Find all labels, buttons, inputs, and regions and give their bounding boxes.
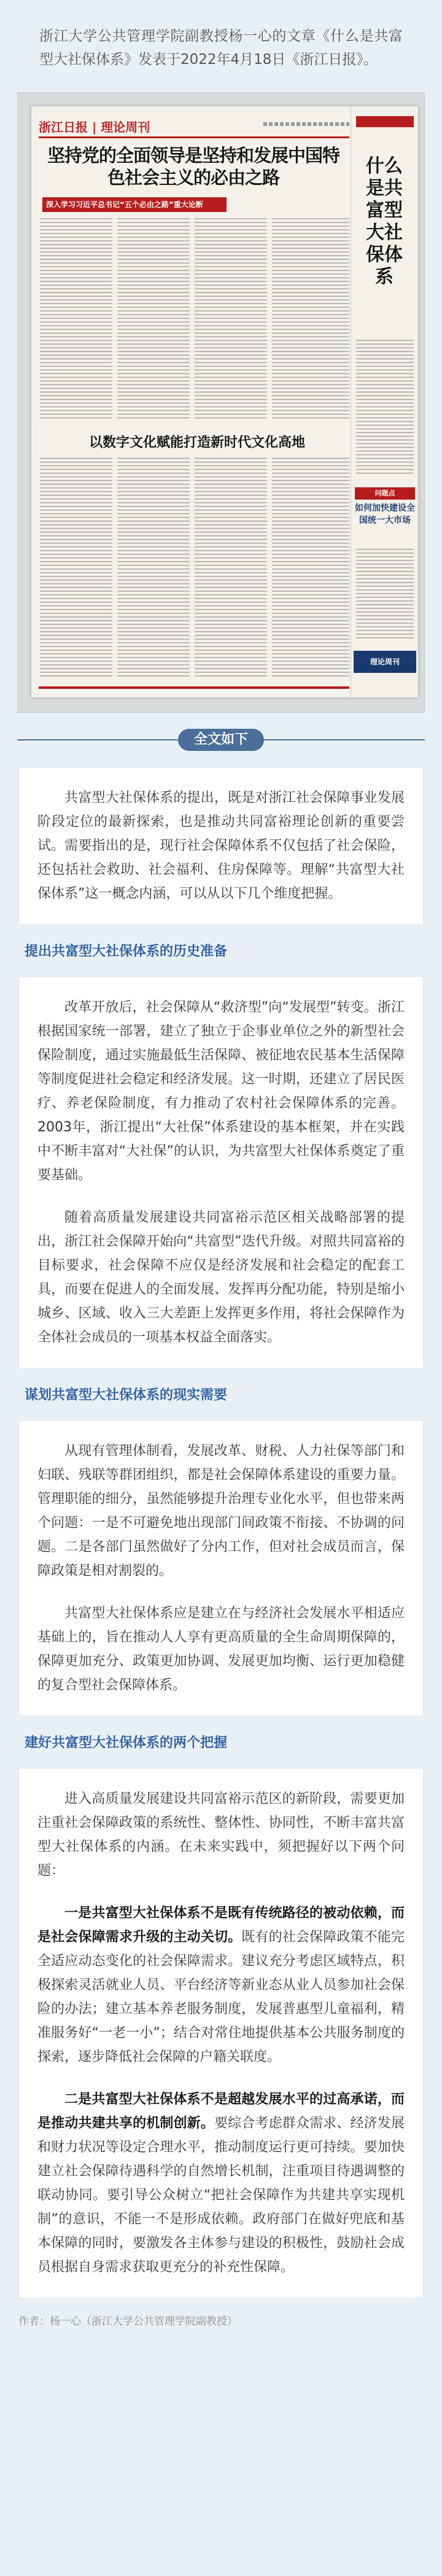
sidebar-title: 什么是共富型大社保体系 [366,155,403,288]
sidebar-feature-label: 问题点 [355,487,415,500]
paragraph: 共富型大社保体系应是建立在与经济社会发展水平相适应基础上的，旨在推动人人享有更高质量的全生命周期保障的，保障更加充分、政策更加协调、发展更加均衡、运行更加稳健的复合型社会保障体系。 [37,1606,405,1693]
sidebar-feature-title: 如何加快建设全国统一大市场 [355,503,415,525]
paragraph: 从现有管理体制看，发展改革、财税、人力社保等部门和妇联、残联等群团组织，都是社会保障体系建设的重要力量。管理职能的细分，虽然能够提升治理专业化水平，但也带来两个问题：一是不可避免地出现部门间政策不衔接、不协调的问题。二是各部门虽然做好了分内工作，但对社会成员而言，保障政策是相对割裂的。 [37,1443,405,1579]
sidebar-footer: 理论周刊 [354,651,416,673]
newspaper-column [195,218,267,421]
sidebar-feature [355,487,415,527]
newspaper-column [195,458,267,679]
sidebar-column [356,549,414,641]
newspaper-column [272,458,349,679]
newspaper-logo: 浙江日报 | 理论周刊 [39,120,150,135]
content-card [18,976,424,1368]
content-card [18,1420,424,1716]
section-heading: 建好共富型大社保体系的两个把握 [25,1735,228,1751]
newspaper-column [40,218,112,421]
sidebar-column [356,340,414,475]
paragraph: 进入高质量发展建设共同富裕示范区的新阶段，需要更加注重社会保障政策的系统性、整体性、协同性，不断丰富共富型大社保体系的内涵。在未来实践中，须把握好以下两个问题： [37,1791,405,1879]
paragraph-body: 要综合考虑群众需求、经济发展和财力状况等设定合理水平，推动制度运行更可持续。要加快建立社会保障待遇科学的自然增长机制，注重项目待遇调整的联动协同。要引导公众树立“把社会保障作为共建共享实现机制”的意识，不能一不是形成依赖。政府部门在做好兜底和基本保障的同时，要激发各主体参与建设的积极性，鼓励社会成员根据自身需求获取更充分的补充性保障。 [37,2116,405,2275]
paragraph-lead: 二是共富型大社保体系不是超越发展水平的过高承诺，而是推动共建共享的机制创新。 [37,2092,405,2131]
full-text-badge: 全文如下 [178,729,264,751]
paragraph-lead: 一是共富型大社保体系不是既有传统路径的被动依赖，而是社会保障需求升级的主动关切。 [37,1906,405,1945]
newspaper-page [31,106,418,697]
newspaper-masthead [39,114,349,138]
content-card [18,1768,424,2298]
newspaper-sidebar [351,106,418,697]
masthead-info [263,122,349,126]
newspaper-column [40,458,112,679]
newspaper-column [272,218,349,421]
article-content [0,752,442,2298]
paragraph [37,1901,405,2069]
paragraph: 随着高质量发展建设共同富裕示范区相关战略部署的提出，浙江社会保障开始向“共富型”迭代升级。对照共同富裕的目标要求，社会保障不应仅是经济发展和社会稳定的配套工具，而要在促进人的全面发展、发挥再分配功能，特别是缩小城乡、区域、收入三大差距上发挥更多作用，将社会保障作为全体社会成员的一项基本权益全面落实。 [37,1210,405,1345]
newspaper-image [17,92,425,713]
paragraph-body: 既有的社会保障政策不能完全适应动态变化的社会保障需求。建议充分考虑区域特点，积极探索灵活就业人员、平台经济等新业态从业人员参加社会保险的办法；建立基本养老服务制度，发展普惠型儿童福利，精准服务好“一老一小”；结合对常住地提供基本公共服务制度的探索，逐步降低社会保障的户籍关联度。 [37,1930,405,2065]
author-byline: 作者：杨一心（浙江大学公共管理学院副教授） [18,2315,238,2328]
full-text-divider [17,728,425,752]
intro-text: 浙江大学公共管理学院副教授杨一心的文章《什么是共富型大社保体系》发表于2022年4月18日《浙江日报》。 [39,28,403,68]
paragraph: 改革开放后，社会保障从“救济型”向“发展型”转变。浙江根据国家统一部署，建立了独立于企事业单位之外的新型社会保险制度，通过实施最低生活保障、被征地农民基本生活保障等制度促进社会稳定和经济发展。这一时期，还建立了居民医疗、养老保险制度，有力推动了农村社会保障体系的完善。2003年，浙江提出“大社保”体系建设的基本框架，并在实践中不断丰富对“大社保”的认识，为共富型大社保体系奠定了重要基础。 [37,1000,405,1183]
sidebar-tag [356,116,414,127]
newspaper-subhead: 深入学习习近平总书记“五个必由之路”重大论断 [42,197,227,212]
newspaper-column [117,218,190,421]
newspaper-headline: 坚持党的全面领导是坚持和发展中国特色社会主义的必由之路 [47,145,339,188]
content-card [18,767,424,925]
section-heading: 谋划共富型大社保体系的现实需要 [25,1388,228,1403]
newspaper-bottom-rule [39,686,349,689]
newspaper-headline-2: 以数字文化赋能打造新时代文化高地 [88,435,305,450]
paragraph: 共富型大社保体系的提出，既是对浙江社会保障事业发展阶段定位的最新探索，也是推动共同富裕理论创新的重要尝试。需要指出的是，现行社会保障体系不仅包括了社会保险，还包括社会救助、社会福利、住房保障等。理解“共富型大社保体系”这一概念内涵，可以从以下几个维度把握。 [37,790,405,901]
paragraph [37,2087,405,2279]
newspaper-column [117,458,190,679]
section-heading: 提出共富型大社保体系的历史准备 [25,944,228,959]
